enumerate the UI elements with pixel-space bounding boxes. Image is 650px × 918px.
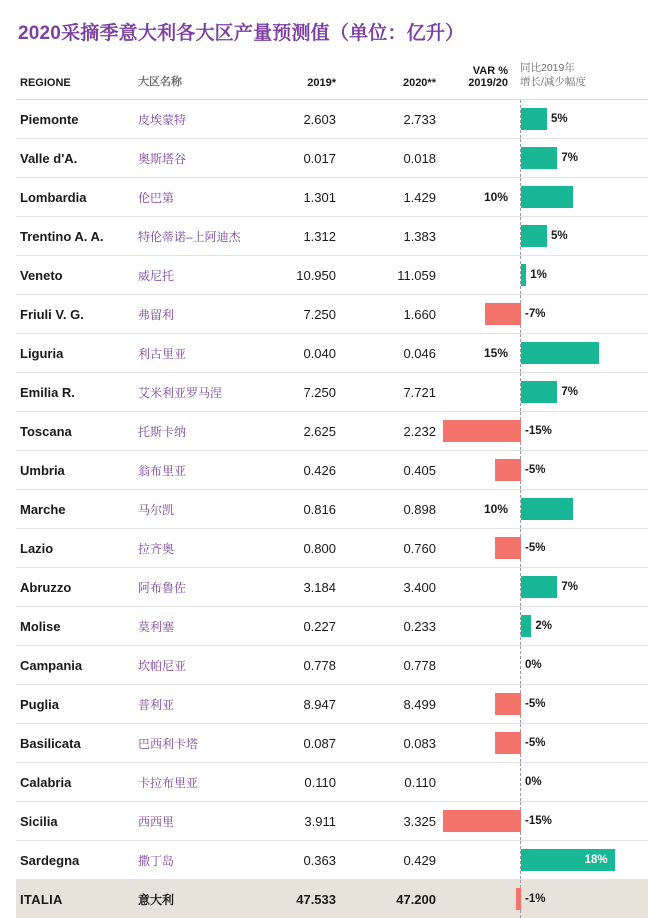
table-row [16, 373, 648, 412]
bar-value-label: -7% [525, 308, 546, 321]
cell-value-2020: 0.760 [340, 529, 440, 568]
cell-var-left-label: 10% [440, 178, 512, 217]
table-row [16, 685, 648, 724]
cell-region: Liguria [16, 334, 134, 373]
cell-region-cn: 弗留利 [134, 295, 246, 334]
bar-value-label: -5% [525, 464, 546, 477]
cell-value-2019: 1.312 [246, 217, 340, 256]
cell-value-2020: 0.046 [340, 334, 440, 373]
cell-region: Basilicata [16, 724, 134, 763]
cell-region: Trentino A. A. [16, 217, 134, 256]
table-row [16, 334, 648, 373]
cell-region: Abruzzo [16, 568, 134, 607]
column-header-bar-line2: 增长/减少幅度 [520, 76, 586, 89]
column-header-bar [512, 59, 648, 100]
cell-variation-bar [512, 802, 648, 841]
cell-region: Sardegna [16, 841, 134, 880]
cell-variation-bar [512, 412, 648, 451]
cell-value-2020: 7.721 [340, 373, 440, 412]
cell-region: Piemonte [16, 100, 134, 139]
cell-value-2020: 0.405 [340, 451, 440, 490]
cell-region: Friuli V. G. [16, 295, 134, 334]
table-row [16, 451, 648, 490]
cell-region-cn: 意大利 [134, 880, 246, 918]
cell-value-2020: 0.778 [340, 646, 440, 685]
cell-region-cn: 伦巴第 [134, 178, 246, 217]
bar-negative [495, 537, 521, 559]
cell-var-left-label [440, 100, 512, 139]
cell-region: Calabria [16, 763, 134, 802]
cell-value-2020: 0.898 [340, 490, 440, 529]
cell-variation-bar [512, 724, 648, 763]
cell-value-2019: 0.426 [246, 451, 340, 490]
cell-value-2019: 0.040 [246, 334, 340, 373]
page-title: 2020采摘季意大利各大区产量预测值（单位：亿升） [18, 23, 465, 44]
cell-region-cn: 利古里亚 [134, 334, 246, 373]
bar-negative [443, 420, 521, 442]
cell-value-2019: 2.603 [246, 100, 340, 139]
cell-value-2020: 8.499 [340, 685, 440, 724]
cell-region-cn: 艾米利亚罗马涅 [134, 373, 246, 412]
cell-value-2020: 2.232 [340, 412, 440, 451]
bar-value-label: 7% [561, 152, 579, 165]
cell-region: Lombardia [16, 178, 134, 217]
cell-region-cn: 拉齐奥 [134, 529, 246, 568]
cell-variation-bar [512, 685, 648, 724]
cell-variation-bar [512, 100, 648, 139]
cell-var-left-label: 10% [440, 490, 512, 529]
table-row [16, 178, 648, 217]
bar-negative [495, 732, 521, 754]
table-row [16, 802, 648, 841]
bar-value-label: 7% [561, 386, 579, 399]
cell-value-2020: 0.018 [340, 139, 440, 178]
cell-value-2019: 0.017 [246, 139, 340, 178]
bar-negative [485, 303, 521, 325]
cell-region: Veneto [16, 256, 134, 295]
cell-value-2019: 0.816 [246, 490, 340, 529]
table-row [16, 724, 648, 763]
cell-region-cn: 莫利塞 [134, 607, 246, 646]
cell-var-left-label [440, 139, 512, 178]
cell-value-2020: 1.383 [340, 217, 440, 256]
bar-negative [443, 810, 521, 832]
cell-value-2020: 1.429 [340, 178, 440, 217]
bar-negative [516, 888, 521, 910]
table-row [16, 295, 648, 334]
table-row [16, 646, 648, 685]
bar-positive [521, 576, 557, 598]
cell-variation-bar [512, 178, 648, 217]
bar-positive [521, 108, 547, 130]
cell-variation-bar [512, 880, 648, 918]
bar-value-label: -1% [525, 893, 546, 906]
cell-region-cn: 皮埃蒙特 [134, 100, 246, 139]
cell-var-left-label [440, 568, 512, 607]
cell-variation-bar [512, 568, 648, 607]
cell-value-2020: 1.660 [340, 295, 440, 334]
cell-region-cn: 撒丁岛 [134, 841, 246, 880]
table-row [16, 841, 648, 880]
bar-value-label: -5% [525, 542, 546, 555]
bar-negative [495, 459, 521, 481]
table-row [16, 139, 648, 178]
bar-positive [521, 147, 557, 169]
cell-value-2020: 0.083 [340, 724, 440, 763]
cell-variation-bar [512, 607, 648, 646]
cell-region: Puglia [16, 685, 134, 724]
cell-variation-bar [512, 217, 648, 256]
cell-var-left-label [440, 256, 512, 295]
cell-var-left-label [440, 217, 512, 256]
cell-region-cn: 马尔凯 [134, 490, 246, 529]
zero-axis-line [520, 763, 521, 801]
cell-region-cn: 普利亚 [134, 685, 246, 724]
cell-variation-bar [512, 451, 648, 490]
cell-variation-bar [512, 139, 648, 178]
column-header-2019: 2019* [246, 59, 340, 100]
bar-value-label: -5% [525, 698, 546, 711]
cell-value-2019: 10.950 [246, 256, 340, 295]
bar-value-label: 7% [561, 581, 579, 594]
cell-value-2019: 0.800 [246, 529, 340, 568]
cell-region-cn: 特伦蒂诺–上阿迪杰 [134, 217, 246, 256]
table-row [16, 529, 648, 568]
cell-var-left-label [440, 841, 512, 880]
cell-value-2019: 3.184 [246, 568, 340, 607]
bar-value-label: 18% [584, 854, 608, 867]
bar-positive [521, 498, 573, 520]
column-header-var-line2: 2019/20 [468, 77, 508, 90]
bar-value-label: 2% [535, 620, 553, 633]
cell-var-left-label [440, 763, 512, 802]
cell-var-left-label [440, 646, 512, 685]
bar-negative [495, 693, 521, 715]
cell-var-left-label [440, 373, 512, 412]
cell-variation-bar [512, 490, 648, 529]
bar-value-label: -5% [525, 737, 546, 750]
cell-value-2019: 0.227 [246, 607, 340, 646]
cell-region: Marche [16, 490, 134, 529]
cell-value-2020: 47.200 [340, 880, 440, 918]
table-row [16, 763, 648, 802]
cell-region: Sicilia [16, 802, 134, 841]
bar-positive [521, 381, 557, 403]
cell-region-cn: 翁布里亚 [134, 451, 246, 490]
cell-region: ITALIA [16, 880, 134, 918]
cell-variation-bar [512, 841, 648, 880]
cell-region: Campania [16, 646, 134, 685]
table-row [16, 256, 648, 295]
bar-positive [521, 615, 531, 637]
cell-region-cn: 西西里 [134, 802, 246, 841]
cell-value-2020: 0.429 [340, 841, 440, 880]
cell-region: Molise [16, 607, 134, 646]
bar-positive [521, 186, 573, 208]
cell-region-cn: 巴西利卡塔 [134, 724, 246, 763]
cell-variation-bar [512, 373, 648, 412]
bar-value-label: 1% [530, 269, 547, 282]
cell-value-2019: 0.110 [246, 763, 340, 802]
column-header-region: REGIONE [16, 59, 134, 100]
table-row [16, 217, 648, 256]
column-header-var-line1: VAR % [472, 65, 508, 78]
table-row-total [16, 880, 648, 918]
column-header-region-cn: 大区名称 [134, 59, 246, 100]
bar-value-label: 5% [551, 230, 568, 243]
cell-region-cn: 托斯卡纳 [134, 412, 246, 451]
bar-value-label: 5% [551, 113, 568, 126]
cell-value-2019: 0.087 [246, 724, 340, 763]
bar-value-label: 0% [525, 659, 542, 672]
cell-value-2020: 0.233 [340, 607, 440, 646]
bar-value-label: -15% [525, 815, 552, 828]
column-header-2020: 2020** [340, 59, 440, 100]
column-header-bar-line1: 同比2019年 [520, 62, 575, 74]
cell-var-left-label [440, 880, 512, 918]
table-row [16, 412, 648, 451]
cell-value-2020: 0.110 [340, 763, 440, 802]
cell-value-2019: 47.533 [246, 880, 340, 918]
cell-variation-bar [512, 334, 648, 373]
cell-value-2019: 2.625 [246, 412, 340, 451]
cell-value-2019: 0.778 [246, 646, 340, 685]
cell-region-cn: 坎帕尼亚 [134, 646, 246, 685]
cell-region-cn: 奥斯塔谷 [134, 139, 246, 178]
cell-value-2019: 7.250 [246, 295, 340, 334]
cell-value-2020: 11.059 [340, 256, 440, 295]
cell-region-cn: 阿布鲁佐 [134, 568, 246, 607]
cell-var-left-label [440, 607, 512, 646]
cell-var-left-label: 15% [440, 334, 512, 373]
bar-positive [521, 225, 547, 247]
cell-region: Lazio [16, 529, 134, 568]
bar-value-label: 0% [525, 776, 542, 789]
bar-positive [521, 264, 526, 286]
table-header [16, 59, 648, 100]
bar-value-label: -15% [525, 425, 552, 438]
cell-region: Valle d'A. [16, 139, 134, 178]
table-row [16, 607, 648, 646]
cell-value-2020: 2.733 [340, 100, 440, 139]
header-row [16, 59, 648, 100]
table-row [16, 568, 648, 607]
cell-region: Toscana [16, 412, 134, 451]
cell-variation-bar [512, 529, 648, 568]
cell-variation-bar [512, 256, 648, 295]
cell-region-cn: 威尼托 [134, 256, 246, 295]
cell-value-2019: 1.301 [246, 178, 340, 217]
table-row [16, 490, 648, 529]
cell-variation-bar [512, 646, 648, 685]
production-forecast-table [16, 59, 648, 918]
cell-value-2020: 3.325 [340, 802, 440, 841]
cell-region: Umbria [16, 451, 134, 490]
cell-region: Emilia R. [16, 373, 134, 412]
cell-value-2019: 3.911 [246, 802, 340, 841]
cell-variation-bar [512, 295, 648, 334]
cell-value-2019: 7.250 [246, 373, 340, 412]
zero-axis-line [520, 646, 521, 684]
table-row [16, 100, 648, 139]
column-header-var [440, 59, 512, 100]
cell-value-2019: 0.363 [246, 841, 340, 880]
cell-value-2020: 3.400 [340, 568, 440, 607]
cell-variation-bar [512, 763, 648, 802]
bar-positive [521, 342, 599, 364]
table-body [16, 100, 648, 918]
cell-region-cn: 卡拉布里亚 [134, 763, 246, 802]
cell-value-2019: 8.947 [246, 685, 340, 724]
